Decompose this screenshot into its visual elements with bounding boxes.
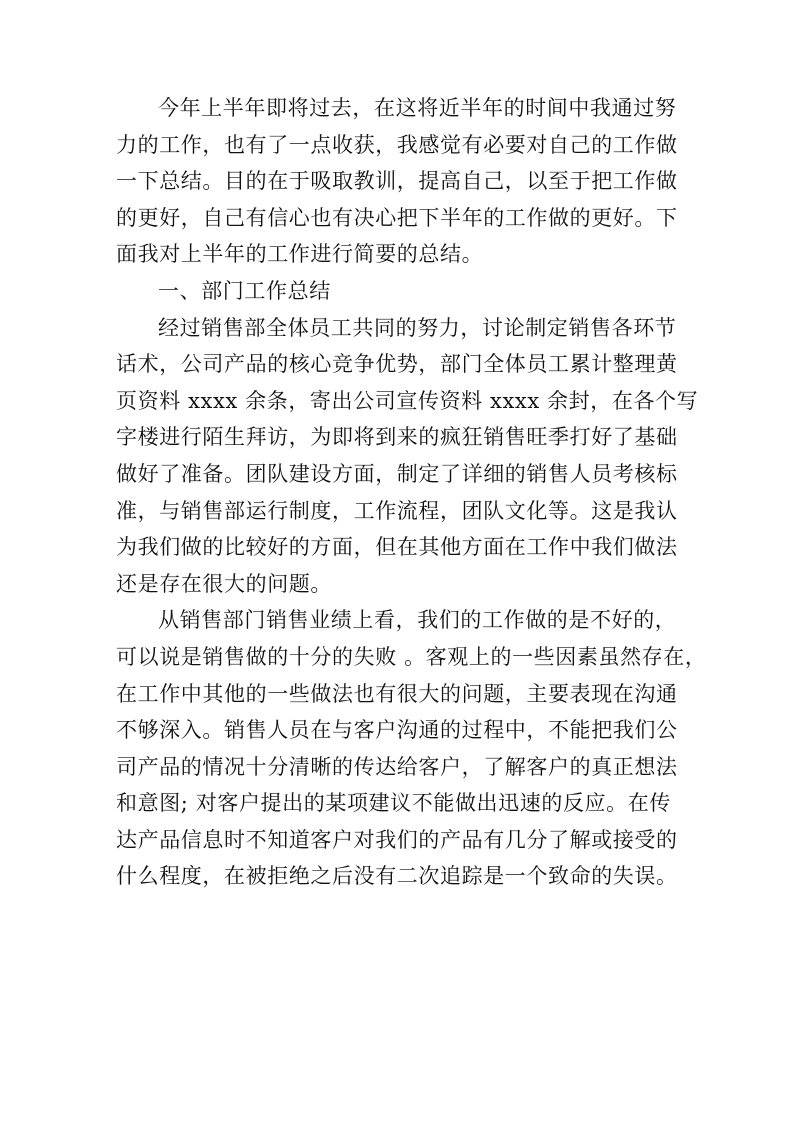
text-line: 在工作中其他的一些做法也有很大的问题，主要表现在沟通 <box>116 681 678 706</box>
text-line: 不够深入。销售人员在与客户沟通的过程中，不能把我们公 <box>116 718 678 743</box>
text-line: 司产品的情况十分清晰的传达给客户，了解客户的真正想法 <box>116 754 678 779</box>
document-page <box>116 90 707 895</box>
text-line: 为我们做的比较好的方面，但在其他方面在工作中我们做法 <box>116 535 678 560</box>
text-line: 和意图; 对客户提出的某项建议不能做出迅速的反应。在传 <box>116 791 671 816</box>
text-line: 什么程度，在被拒绝之后没有二次追踪是一个致命的失误。 <box>116 864 678 889</box>
paragraph-department-summary <box>116 310 699 603</box>
paragraph-sales-performance <box>116 602 707 895</box>
text-line: 面我对上半年的工作进行简要的总结。 <box>116 242 484 267</box>
text-line: 今年上半年即将过去，在这将近半年的时间中我通过努 <box>158 96 677 120</box>
text-line: 经过销售部全体员工共同的努力，讨论制定销售各环节 <box>158 315 677 340</box>
text-line: 一下总结。目的在于吸取教训，提高自己，以至于把工作做 <box>116 169 678 194</box>
paragraph-intro <box>116 90 678 273</box>
text-line: 还是存在很大的问题。 <box>116 571 332 596</box>
text-line: 可以说是销售做的十分的失败 。客观上的一些因素虽然存在， <box>116 644 707 669</box>
text-line: 做好了准备。团队建设方面，制定了详细的销售人员考核标 <box>116 461 678 486</box>
text-line: 的更好，自己有信心也有决心把下半年的工作做的更好。下 <box>116 205 678 230</box>
text-line: 力的工作，也有了一点收获，我感觉有必要对自己的工作做 <box>116 132 678 157</box>
text-line: 从销售部门销售业绩上看，我们的工作做的是不好的， <box>158 608 677 633</box>
text-line: 达产品信息时不知道客户对我们的产品有几分了解或接受的 <box>116 827 678 852</box>
text-line: 话术，公司产品的核心竞争优势，部门全体员工累计整理黄 <box>116 352 678 377</box>
section-heading: 一、部门工作总结 <box>158 278 331 303</box>
text-line: 页资料 xxxx 余条，寄出公司宣传资料 xxxx 余封，在各个写 <box>116 388 699 413</box>
text-line: 字楼进行陌生拜访，为即将到来的疯狂销售旺季打好了基础 <box>116 425 678 450</box>
text-line: 准，与销售部运行制度，工作流程，团队文化等。这是我认 <box>116 498 678 523</box>
